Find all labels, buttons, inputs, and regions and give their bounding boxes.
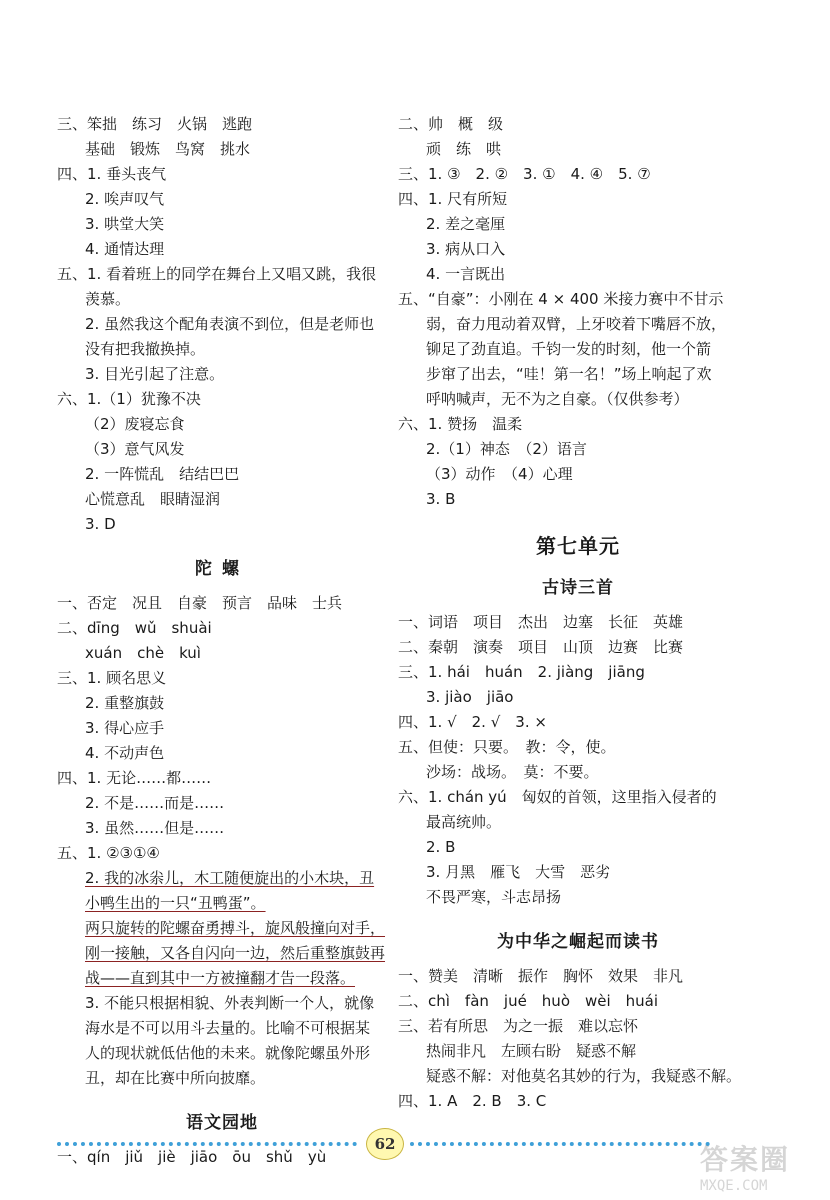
underlined-line (57, 891, 387, 916)
unit-heading: 第七单元 (536, 534, 620, 558)
text-line: 3. 不能只根据相貌、外表判断一个人，就像 (85, 994, 375, 1012)
watermark-logo (700, 1138, 820, 1194)
text-line: 2. 不是……而是…… (85, 794, 225, 812)
watermark-text: 答案圈 (700, 1143, 791, 1176)
underlined-line (57, 916, 387, 941)
text-line: 五、1. 看着班上的同学在舞台上又唱又跳，我很 (57, 265, 377, 283)
underlined-text: 小鸭生出的一只“丑鸭蛋”。 (85, 894, 266, 912)
text-line: 一、词语 项目 杰出 边塞 长征 英雄 (398, 613, 684, 631)
text-line: 四、1. A 2. B 3. C (398, 1092, 547, 1110)
text-line: 2. 重整旗鼓 (85, 694, 165, 712)
underlined-line (57, 941, 387, 966)
text-line: 六、1. 赞扬 温柔 (398, 415, 523, 433)
text-line: 五、1. ②③①④ (57, 844, 160, 862)
text-line: 二、chì fàn jué huò wèi huái (398, 992, 659, 1010)
text-line: 3. 得心应手 (85, 719, 165, 737)
underlined-text: 刚一接触，又各自闪向一边，然后重整旗鼓再 (85, 944, 386, 962)
text-line: 四、1. 垂头丧气 (57, 165, 167, 183)
text-line: 沙场：战场。 莫：不要。 (426, 763, 599, 781)
text-line: 3. 目光引起了注意。 (85, 365, 225, 383)
text-line: 三、笨拙 练习 火锅 逃跑 (57, 115, 253, 133)
text-line: 三、若有所思 为之一振 难以忘怀 (398, 1017, 639, 1035)
text-line: 热闹非凡 左顾右盼 疑惑不解 (426, 1042, 637, 1060)
text-line: 铆足了劲直追。千钧一发的时刻，他一个箭 (426, 340, 712, 358)
text-line: 2. 一阵慌乱 结结巴巴 (85, 465, 240, 483)
text-line: 2. 唉声叹气 (85, 190, 165, 208)
text-line: 4. 不动声色 (85, 744, 165, 762)
text-line: 没有把我撤换掉。 (85, 340, 206, 358)
text-line: 最高统帅。 (426, 813, 502, 831)
page-number: 62 (366, 1128, 404, 1160)
text-line: 弱，奋力甩动着双臂，上牙咬着下嘴唇不放， (426, 315, 727, 333)
text-line: （3）意气风发 (85, 440, 185, 458)
text-line: 一、否定 况且 自豪 预言 品味 士兵 (57, 594, 343, 612)
text-line: 四、1. 无论……都…… (57, 769, 212, 787)
text-line: 不畏严寒，斗志昂扬 (426, 888, 562, 906)
underlined-line (57, 966, 387, 991)
section-heading: 为中华之崛起而读书 (497, 932, 659, 952)
right-column (398, 112, 758, 1114)
text-line: 4. 一言既出 (426, 265, 506, 283)
text-line: 3. 哄堂大笑 (85, 215, 165, 233)
section-heading: 语文园地 (186, 1113, 258, 1133)
footer-dotted-rule (410, 1142, 710, 1150)
text-line: 呼呐喊声，无不为之自豪。（仅供参考） (426, 390, 689, 408)
text-line: 一、赞美 清晰 振作 胸怀 效果 非凡 (398, 967, 684, 985)
text-line: 疑惑不解：对他莫名其妙的行为，我疑惑不解。 (426, 1067, 742, 1085)
text-line: 2. 差之毫厘 (426, 215, 506, 233)
text-line: 3. D (85, 515, 116, 533)
text-line: 3. 虽然……但是…… (85, 819, 225, 837)
section-heading: 古诗三首 (542, 578, 614, 598)
text-line: 五、但使：只要。 教：令，使。 (398, 738, 616, 756)
text-line: 三、1. ③ 2. ② 3. ① 4. ④ 5. ⑦ (398, 165, 651, 183)
text-line: 基础 锻炼 鸟窝 挑水 (85, 140, 251, 158)
text-line: 一、qín jiǔ jiè jiāo ōu shǔ yù (57, 1148, 327, 1166)
text-line: 六、1.（1）犹豫不决 (57, 390, 201, 408)
underlined-line (57, 866, 387, 891)
text-line: 步窜了出去，“哇！第一名！”场上响起了欢 (426, 365, 712, 383)
text-line: （2）废寝忘食 (85, 415, 185, 433)
text-line: 顽 练 哄 (426, 140, 502, 158)
text-line: 2.（1）神态 （2）语言 (426, 440, 587, 458)
text-line: 2. B (426, 838, 456, 856)
text-line: 丑，却在比赛中所向披靡。 (85, 1069, 266, 1087)
text-line: 人的现状就低估他的未来。就像陀螺虽外形 (85, 1044, 371, 1062)
text-line: 心慌意乱 眼睛湿润 (85, 490, 221, 508)
text-line: 三、1. hái huán 2. jiàng jiāng (398, 663, 645, 681)
text-line: （3）动作 （4）心理 (426, 465, 573, 483)
left-column (57, 112, 387, 1170)
underlined-text: 2. 我的冰尜儿，木工随便旋出的小木块，丑 (85, 869, 375, 887)
text-line: 四、1. 尺有所短 (398, 190, 508, 208)
text-line: 3. B (426, 490, 456, 508)
watermark-url: MXQE.COM (700, 1178, 768, 1194)
text-line: 3. jiào jiāo (426, 688, 514, 706)
footer-dotted-rule (57, 1142, 357, 1150)
text-line: 三、1. 顾名思义 (57, 669, 167, 687)
text-line: xuán chè kuì (85, 644, 201, 662)
text-line: 二、帅 概 级 (398, 115, 504, 133)
text-line: 4. 通情达理 (85, 240, 165, 258)
text-line: 六、1. chán yú 匈奴的首领，这里指入侵者的 (398, 788, 717, 806)
underlined-text: 战——直到其中一方被撞翻才告一段落。 (85, 969, 356, 987)
text-line: 五、“自豪”：小刚在 4 × 400 米接力赛中不甘示 (398, 290, 724, 308)
text-line: 四、1. √ 2. √ 3. × (398, 713, 547, 731)
underlined-text: 两只旋转的陀螺奋勇搏斗，旋风般撞向对手， (85, 919, 386, 937)
text-line: 3. 月黑 雁飞 大雪 恶劣 (426, 863, 611, 881)
text-line: 3. 病从口入 (426, 240, 506, 258)
text-line: 2. 虽然我这个配角表演不到位，但是老师也 (85, 315, 375, 333)
text-line: 羡慕。 (85, 290, 131, 308)
text-line: 海水是不可以用斗去量的。比喻不可根据某 (85, 1019, 371, 1037)
section-heading: 陀螺 (195, 559, 249, 579)
text-line: 二、dīng wǔ shuài (57, 619, 212, 637)
text-line: 二、秦朝 演奏 项目 山顶 边赛 比赛 (398, 638, 684, 656)
